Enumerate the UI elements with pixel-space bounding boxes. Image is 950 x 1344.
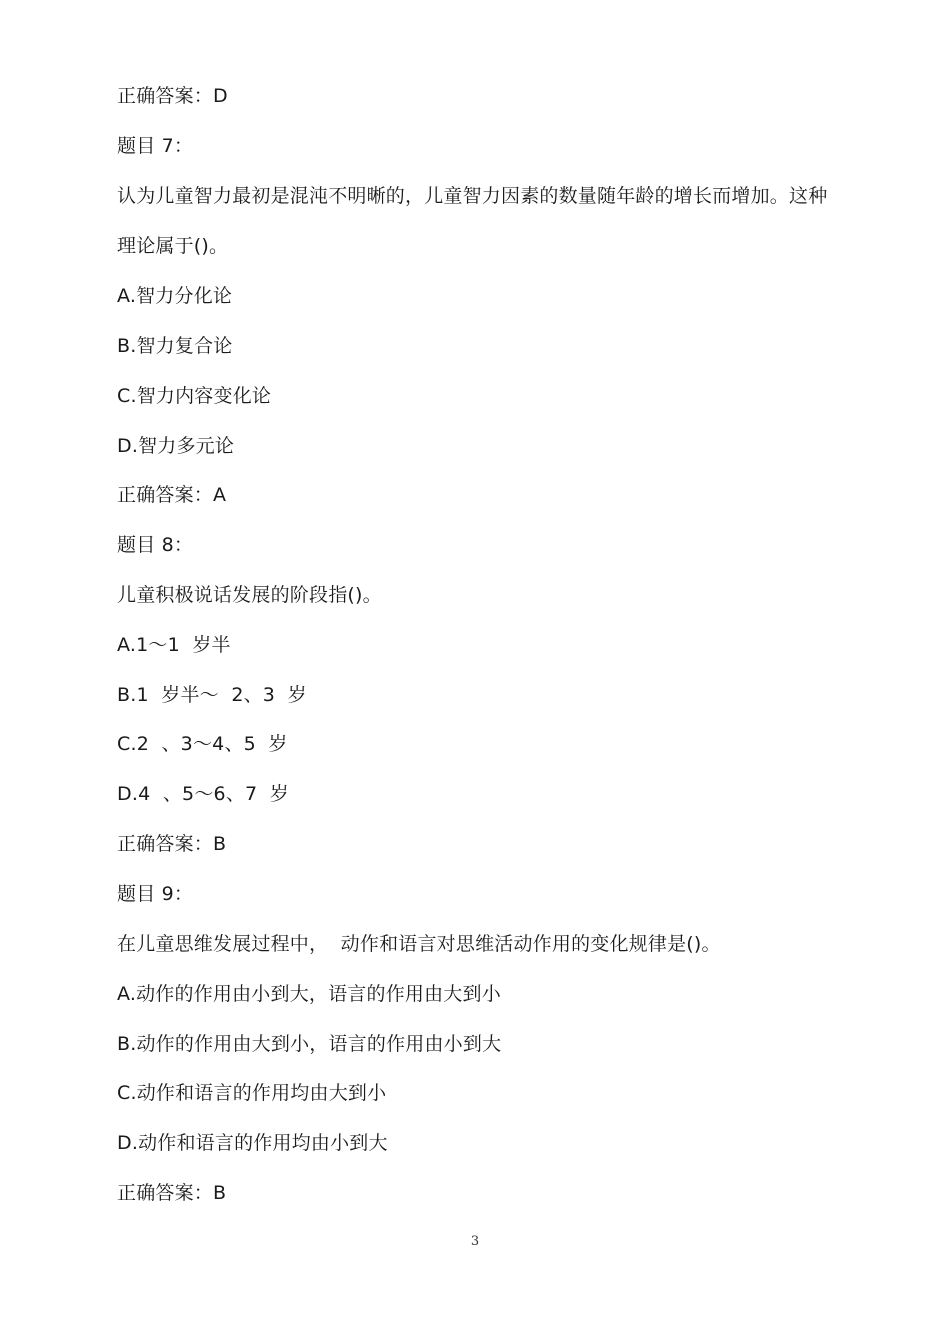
- option-a-q7: A.智力分化论: [117, 285, 233, 307]
- option-c-q9: C.动作和语言的作用均由大到小: [117, 1082, 387, 1104]
- question-heading-q8: 题目 8：: [117, 534, 194, 556]
- option-b-q8: B.1 岁半～ 2、3 岁: [117, 684, 307, 706]
- option-a-q8: A.1～1 岁半: [117, 634, 231, 656]
- option-c-q7: C.智力内容变化论: [117, 385, 272, 407]
- option-a-q9: A.动作的作用由小到大，语言的作用由大到小: [117, 983, 501, 1005]
- option-b-q7: B.智力复合论: [117, 335, 233, 357]
- answer-line-q6: 正确答案：D: [117, 85, 228, 107]
- question-text-q8: 儿童积极说话发展的阶段指()。: [117, 584, 382, 606]
- answer-line-q9: 正确答案：B: [117, 1182, 227, 1204]
- option-d-q8: D.4 、5～6、7 岁: [117, 783, 289, 805]
- question-text-q7-cont: 理论属于()。: [117, 235, 229, 257]
- question-heading-q9: 题目 9：: [117, 883, 194, 905]
- option-b-q9: B.动作的作用由大到小，语言的作用由小到大: [117, 1033, 502, 1055]
- page-number: 3: [470, 1234, 480, 1249]
- option-d-q7: D.智力多元论: [117, 435, 235, 457]
- option-c-q8: C.2 、3～4、5 岁: [117, 733, 288, 755]
- answer-line-q8: 正确答案：B: [117, 833, 227, 855]
- question-text-q9: 在儿童思维发展过程中， 动作和语言对思维活动作用的变化规律是()。: [117, 933, 721, 955]
- question-text-q7: 认为儿童智力最初是混沌不明晰的，儿童智力因素的数量随年龄的增长而增加。这种: [117, 185, 828, 207]
- answer-line-q7: 正确答案：A: [117, 484, 227, 506]
- option-d-q9: D.动作和语言的作用均由小到大: [117, 1132, 388, 1154]
- question-heading-q7: 题目 7：: [117, 135, 194, 157]
